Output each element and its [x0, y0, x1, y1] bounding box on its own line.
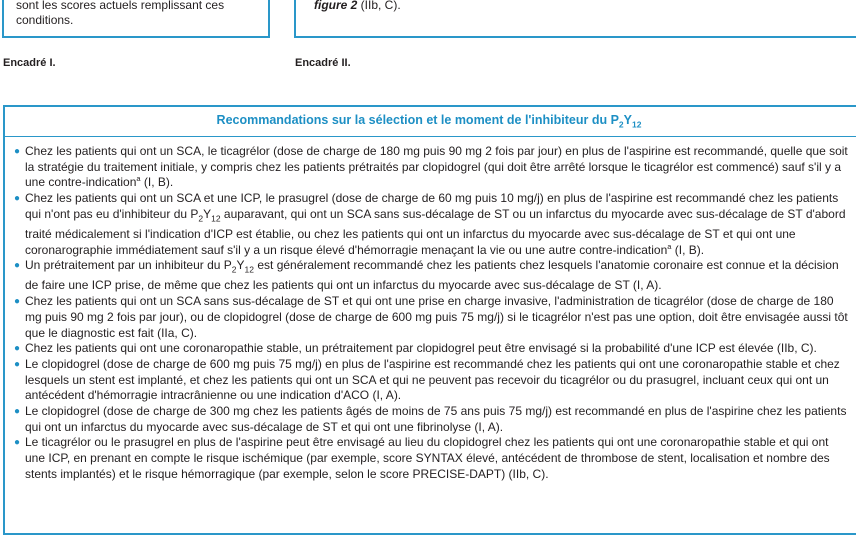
- evidence-level: (I, B).: [671, 242, 705, 257]
- item-text: Un prétraitement par un inhibiteur du P: [25, 258, 232, 273]
- list-item: [14, 144, 849, 191]
- item-text: auparavant, qui ont un SCA sans sus-décalage de ST ou un infarctus du myocarde avec sus-décalage de ST d'abord traité médicalement si l'indication d'ICP est établie, ou chez les patients qui ont un infarctus du myocarde avec sus-décalage de ST et qui ont une coronarographie immédiatement sauf s'il y a un risque élevé d'hémorragie menaçant la vie ou une autre contre-indication: [25, 206, 846, 257]
- encadre-2-text: [314, 0, 401, 13]
- list-item: [14, 404, 849, 435]
- encadre-1-box: [2, 0, 270, 38]
- title-y: Y: [623, 113, 632, 127]
- list-item: [14, 341, 849, 357]
- bullet-icon: ●: [14, 193, 21, 205]
- list-item: [14, 191, 849, 258]
- item-text: Y: [203, 206, 212, 221]
- list-item: [14, 258, 849, 294]
- encadre-2-box: [294, 0, 856, 38]
- footnote-marker: a: [667, 241, 672, 251]
- caption-encadre-2: Encadré II.: [295, 57, 351, 69]
- item-text: Chez les patients qui ont un SCA, le ticagrélor (dose de charge de 180 mg puis 90 mg 2 fois par jour) en plus de l'aspirine est recommandé, quelle que soit la stratégie du traitement initiale, y compris chez les patients prétraités par clopidogrel (qui doit être arrêté lorsque le ticagrélor est commencé) sauf s'il y a une contre-indication: [25, 144, 848, 190]
- item-text: Y: [236, 258, 245, 273]
- bullet-icon: ●: [14, 406, 21, 418]
- list-item: [14, 294, 849, 341]
- item-text: est généralement recommandé chez les patients chez lesquels l'anatomie coronaire est connue et la décision de faire une ICP prise, de même que chez les patients qui ont un infarctus du myocarde avec sus-décalage de ST (I, A).: [25, 258, 839, 293]
- item-text: Chez les patients qui ont une coronaropathie stable, un prétraitement par clopidogrel peut être envisagé si la probabilité d'une ICP est élevée (IIb, C).: [25, 341, 817, 356]
- subscript: 2: [231, 264, 237, 275]
- list-item: [14, 357, 849, 404]
- bullet-icon: ●: [14, 146, 21, 157]
- title-sub: 12: [631, 119, 642, 130]
- title-text: Recommandations sur la sélection et le moment de l'inhibiteur du P: [216, 113, 619, 127]
- item-text: Le ticagrélor ou le prasugrel en plus de l'aspirine peut être envisagé au lieu du clopidogrel chez les patients qui ont une coronaropathie stable et qui ont une ICP, en prenant en compte le risque ischémique (par exemple, score SYNTAX élevé, antécédent de thrombose de stent, localisation et nombre des stents implantés) et le risque hémorragique (par exemple, selon le score PRECISE-DAPT) (IIb, C).: [25, 435, 830, 481]
- recommendation-list: [14, 144, 849, 483]
- bullet-icon: ●: [14, 343, 21, 355]
- title-divider: [5, 136, 856, 137]
- bullet-icon: ●: [14, 260, 21, 272]
- evidence-level: (IIb, C).: [357, 0, 401, 12]
- bullet-icon: ●: [14, 437, 21, 449]
- caption-encadre-1: Encadré I.: [3, 57, 56, 69]
- evidence-level: (I, B).: [140, 175, 174, 190]
- title-sub: 2: [618, 119, 624, 130]
- subscript: 2: [198, 213, 204, 224]
- recommendations-title: [5, 113, 853, 130]
- bullet-icon: ●: [14, 358, 21, 370]
- encadre-1-text: sont les scores actuels remplissant ces conditions.: [16, 0, 225, 27]
- item-text: Chez les patients qui ont un SCA et une ICP, le prasugrel (dose de charge de 60 mg puis 10 mg/j) en plus de l'aspirine est recommandé chez les patients qui n'ont pas eu d'inhibiteur du P: [25, 191, 839, 221]
- footnote-marker: a: [136, 174, 141, 184]
- item-text: Le clopidogrel (dose de charge de 300 mg chez les patients âgés de moins de 75 ans puis 75 mg/j) est recommandé en plus de l'aspirine chez les patients qui ont un infarctus du myocarde avec sus-décalage de ST et qui ont une fibrinolyse (I, A).: [25, 404, 847, 434]
- recommendations-box: [3, 105, 856, 535]
- list-item: [14, 435, 849, 482]
- figure-reference: figure 2: [314, 0, 358, 12]
- subscript: 12: [211, 213, 221, 224]
- item-text: Le clopidogrel (dose de charge de 600 mg puis 75 mg/j) en plus de l'aspirine est recommandé chez les patients qui ont une coronaropathie stable et chez lesquels un stent est implanté, et chez les patients qui ont un SCA et qui ne peuvent pas recevoir du ticagrélor ou du prasugrel, incluant ceux qui ont un antécédent d'hémorragie intracrânienne ou une indication d'ACO (I, A).: [25, 356, 840, 403]
- item-text: Chez les patients qui ont un SCA sans sus-décalage de ST et qui ont une prise en charge invasive, l'administration de ticagrélor (dose de charge de 180 mg puis 90 mg 2 fois par jour), ou de clopidogrel (dose de charge de 600 mg puis 75 mg/j) si le ticagrélor n'est pas une option, doit être envisagée aussi tôt que le diagnostic est fait (IIa, C).: [25, 294, 848, 340]
- bullet-icon: ●: [14, 296, 21, 308]
- subscript: 12: [244, 264, 255, 275]
